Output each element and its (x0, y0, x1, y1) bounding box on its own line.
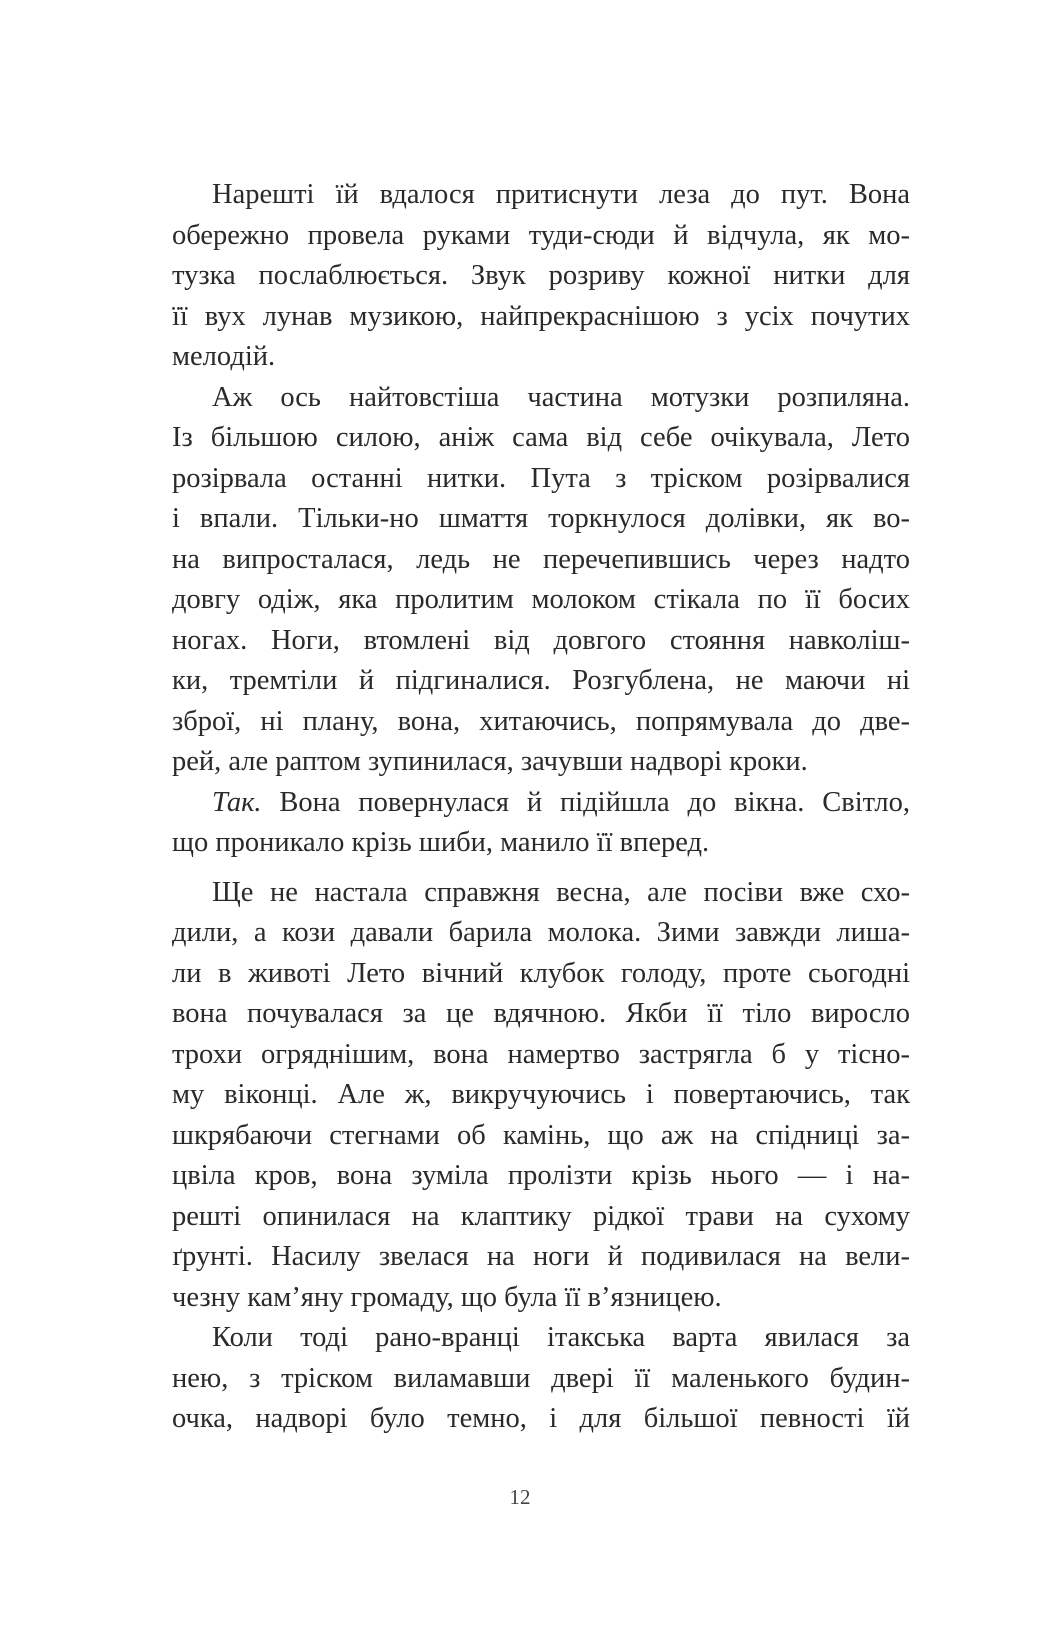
text-line (172, 1399, 910, 1440)
line-text: ногах. Ноги, втомлені від довгого стояння навколіш- (172, 624, 910, 656)
line-text: розірвала останні нитки. Пута з тріском розірвалися (172, 462, 910, 494)
text-line (172, 418, 910, 459)
line-text: обережно провела руками туди-сюди й відчула, як мо- (172, 219, 910, 251)
line-text: Із більшою силою, аніж сама від себе очікувала, Лето (172, 422, 910, 453)
line-text: ґрунті. Насилу звелася на ноги й подивилася на вели- (172, 1241, 910, 1272)
text-line (172, 783, 910, 824)
line-text: трохи огряднішим, вона намертво застрягла б у тісно- (172, 1038, 910, 1070)
line-text: зброї, ні плану, вона, хитаючись, попрямувала до две- (172, 705, 910, 737)
line-text: цвіла кров, вона зуміла пролізти крізь нього — і на- (172, 1160, 910, 1191)
text-line (172, 1318, 910, 1359)
line-text: Ще не настала справжня весна, але посіви вже схо- (212, 876, 910, 908)
page-number: 12 (509, 1485, 531, 1509)
line-text: що проникало крізь шиби, манило її вперед. (172, 827, 710, 858)
text-line (172, 1116, 910, 1157)
text-line (172, 1237, 910, 1278)
line-text: нею, з тріском виламавши двері її маленького будин- (172, 1362, 910, 1394)
text-line (172, 994, 910, 1035)
text-line (172, 913, 910, 954)
line-text: шкрябаючи стегнами об камінь, що аж на спідниці за- (172, 1119, 910, 1151)
text-line (172, 1156, 910, 1197)
text-line (172, 702, 910, 743)
text-line (172, 378, 910, 419)
line-text: ки, тремтіли й підгиналися. Розгублена, не маючи ні (172, 665, 910, 696)
line-text: дили, а кози давали барила молока. Зими завжди лиша- (172, 917, 910, 948)
text-line (172, 256, 910, 297)
paragraph (172, 175, 910, 378)
text-line (172, 621, 910, 662)
paragraph (172, 378, 910, 783)
italic-lead: Так. (212, 786, 262, 818)
line-text: Нарешті їй вдалося притиснути леза до пут. Вона (212, 179, 910, 210)
line-text: ли в животі Лето вічний клубок голоду, проте сьогодні (172, 957, 910, 989)
text-line (172, 297, 910, 338)
paragraph (172, 1318, 910, 1440)
text-line (172, 1359, 910, 1400)
text-line (172, 873, 910, 914)
text-line (172, 1035, 910, 1076)
line-text: Коли тоді рано-вранці ітакська варта явилася за (212, 1322, 910, 1353)
text-line (172, 661, 910, 702)
line-text: решті опинилася на клаптику рідкої трави на сухому (172, 1200, 910, 1232)
line-text: тузка послаблюється. Звук розриву кожної нитки для (172, 260, 910, 291)
line-text: на випросталася, ледь не перечепившись через надто (172, 543, 910, 575)
line-text: му віконці. Але ж, викручуючись і повертаючись, так (172, 1079, 910, 1110)
text-line (172, 499, 910, 540)
paragraph (172, 783, 910, 864)
line-text: очка, надворі було темно, і для більшої певності їй (172, 1403, 910, 1434)
line-text: рей, але раптом зупинилася, зачувши надворі кроки. (172, 746, 808, 777)
line-text: Аж ось найтовстіша частина мотузки розпиляна. (212, 381, 910, 413)
text-line (172, 580, 910, 621)
paragraph (172, 873, 910, 1319)
line-text: чезну кам’яну громаду, що була її в’язницею. (172, 1281, 722, 1313)
text-line (172, 175, 910, 216)
line-text: її вух лунав музикою, найпрекраснішою з усіх почутих (172, 300, 910, 332)
text-line (172, 954, 910, 995)
text-line (172, 823, 910, 864)
text-line (172, 337, 910, 378)
text-line (172, 1075, 910, 1116)
text-line (172, 459, 910, 500)
line-text: Вона повернулася й підійшла до вікна. Світло, (261, 786, 910, 818)
text-line (172, 742, 910, 783)
line-text: довгу одіж, яка пролитим молоком стікала по її босих (172, 584, 910, 615)
text-line (172, 1197, 910, 1238)
line-text: мелодій. (172, 341, 276, 372)
body-text (172, 175, 910, 1440)
line-text: і впали. Тільки-но шмаття торкнулося долівки, як во- (172, 503, 910, 534)
text-line (172, 216, 910, 257)
line-text: вона почувалася за це вдячною. Якби її тіло виросло (172, 998, 910, 1029)
paragraph-gap (172, 864, 910, 873)
text-line (172, 1278, 910, 1319)
text-line (172, 540, 910, 581)
